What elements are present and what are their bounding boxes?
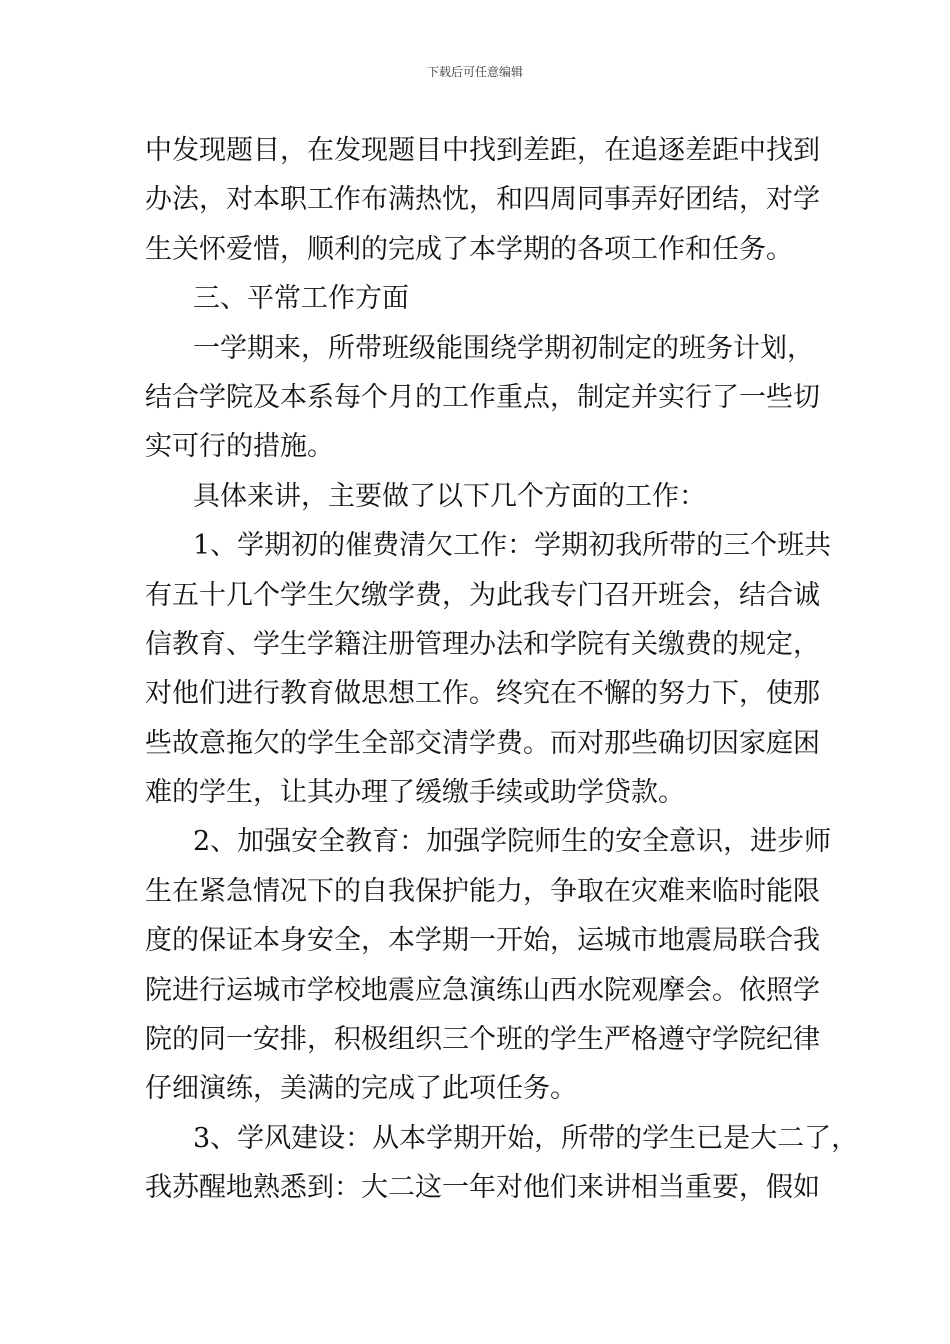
text-line: 院进行运城市学校地震应急演练山西水院观摩会。依照学	[145, 974, 820, 1006]
text-line: 生在紧急情况下的自我保护能力，争取在灾难来临时能限	[145, 875, 820, 907]
text-line: 仔细演练，美满的完成了此项任务。	[145, 1073, 577, 1105]
text-line: 信教育、学生学籍注册管理办法和学院有关缴费的规定，	[145, 628, 820, 660]
text-line: 些故意拖欠的学生全部交清学费。而对那些确切因家庭困	[145, 727, 820, 759]
text-line: 难的学生，让其办理了缓缴手续或助学贷款。	[145, 777, 685, 809]
text-line: 对他们进行教育做思想工作。终究在不懈的努力下，使那	[145, 678, 820, 710]
text-line: 一学期来，所带班级能围绕学期初制定的班务计划，	[193, 332, 814, 364]
text-line: 生关怀爱惜，顺利的完成了本学期的各项工作和任务。	[145, 233, 793, 265]
body-text	[145, 126, 859, 1213]
text-line: 3、学风建设：从本学期开始，所带的学生已是大二了，	[193, 1122, 859, 1154]
page-header: 下载后可任意编辑	[426, 65, 523, 79]
text-line: 有五十几个学生欠缴学费，为此我专门召开班会，结合诚	[145, 579, 820, 611]
text-line: 度的保证本身安全，本学期一开始，运城市地震局联合我	[145, 925, 820, 957]
text-line: 实可行的措施。	[145, 431, 334, 463]
section-heading: 三、平常工作方面	[193, 283, 409, 315]
text-line: 办法，对本职工作布满热忱，和四周同事弄好团结，对学	[145, 184, 820, 216]
text-line: 具体来讲，主要做了以下几个方面的工作：	[193, 480, 706, 512]
text-line: 我苏醒地熟悉到：大二这一年对他们来讲相当重要，假如	[145, 1172, 820, 1204]
text-line: 院的同一安排，积极组织三个班的学生严格遵守学院纪律	[145, 1024, 820, 1056]
text-line: 2、加强安全教育：加强学院师生的安全意识，进步师	[193, 826, 832, 858]
text-line: 结合学院及本系每个月的工作重点，制定并实行了一些切	[145, 381, 820, 413]
text-line: 1、学期初的催费清欠工作：学期初我所带的三个班共	[193, 530, 832, 562]
text-line: 中发现题目，在发现题目中找到差距，在追逐差距中找到	[145, 135, 820, 166]
